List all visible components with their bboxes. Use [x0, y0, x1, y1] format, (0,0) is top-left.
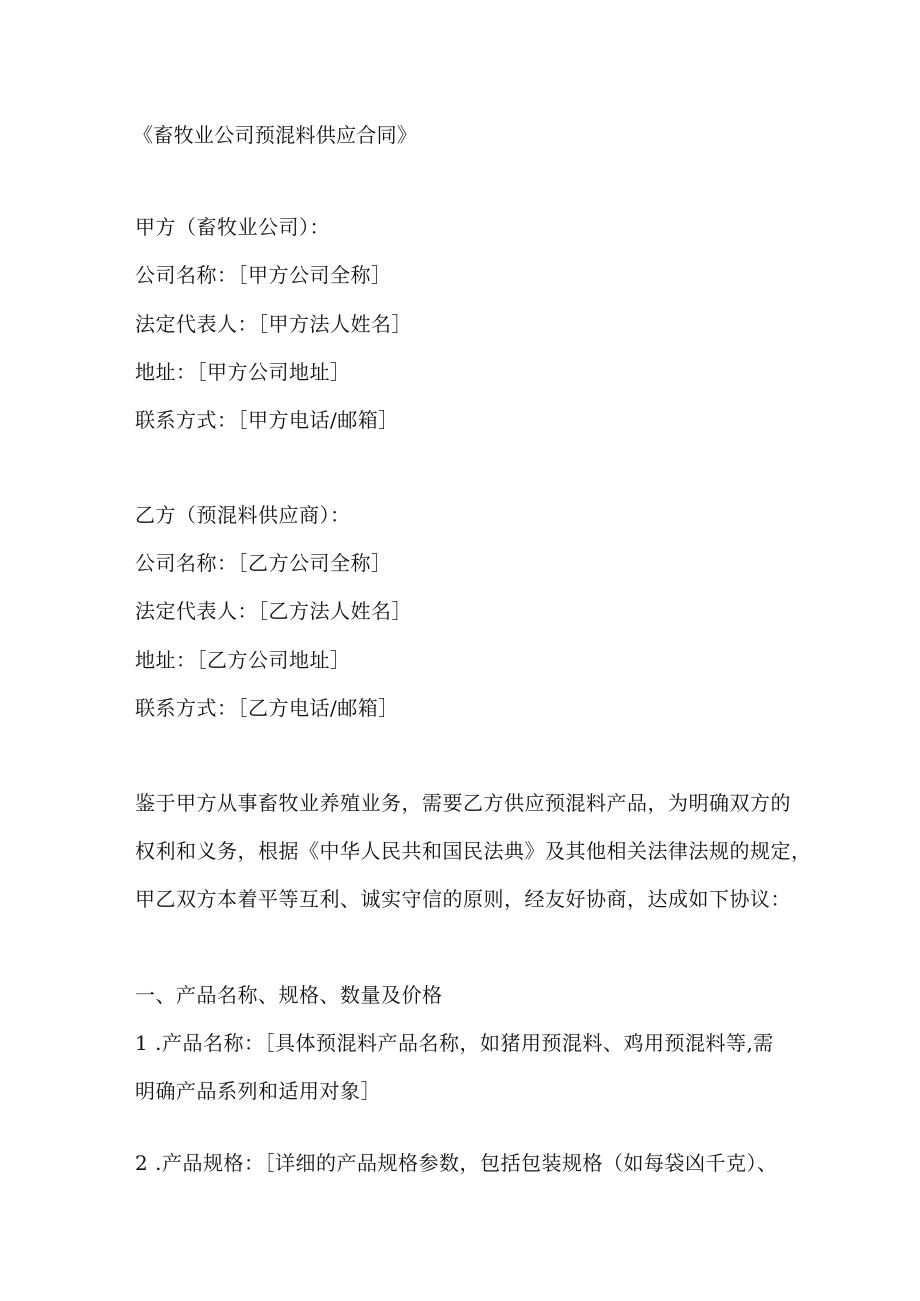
party-a-address: 地址：［甲方公司地址］: [135, 360, 351, 384]
party-b-legal-rep: 法定代表人：［乙方法人姓名］: [135, 599, 412, 623]
preamble-line-1: 鉴于甲方从事畜牧业养殖业务，需要乙方供应预混料产品，为明确双方的: [135, 791, 791, 815]
party-b-company-name: 公司名称：［乙方公司全称］: [135, 551, 392, 575]
section1-item2-line1: 2 .产品规格：［详细的产品规格参数，包括包装规格（如每袋凶千克）、: [135, 1151, 778, 1175]
party-a-legal-rep: 法定代表人：［甲方法人姓名］: [135, 312, 412, 336]
party-a-heading: 甲方（畜牧业公司）：: [135, 215, 330, 239]
document-title: 《畜牧业公司预混料供应合同》: [133, 123, 418, 147]
preamble-line-2: 权利和义务，根据《中华人民共和国民法典》及其他相关法律法规的规定，: [135, 839, 812, 863]
preamble-line-3: 甲乙双方本着平等互利、诚实守信的原则，经友好协商，达成如下协议：: [135, 887, 791, 911]
section1-item1-line1: 1 .产品名称：［具体预混料产品名称，如猪用预混料、鸡用预混料等,需: [135, 1031, 774, 1055]
party-b-address: 地址：［乙方公司地址］: [135, 648, 351, 672]
party-a-company-name: 公司名称：［甲方公司全称］: [135, 263, 392, 287]
party-b-contact: 联系方式：［乙方电话/邮箱］: [135, 696, 399, 720]
party-a-contact: 联系方式：［甲方电话/邮箱］: [135, 408, 399, 432]
section1-item1-line2: 明确产品系列和适用对象］: [135, 1079, 381, 1103]
section1-heading: 一、产品名称、规格、数量及价格: [135, 983, 443, 1007]
party-b-heading: 乙方（预混料供应商）：: [135, 503, 351, 527]
